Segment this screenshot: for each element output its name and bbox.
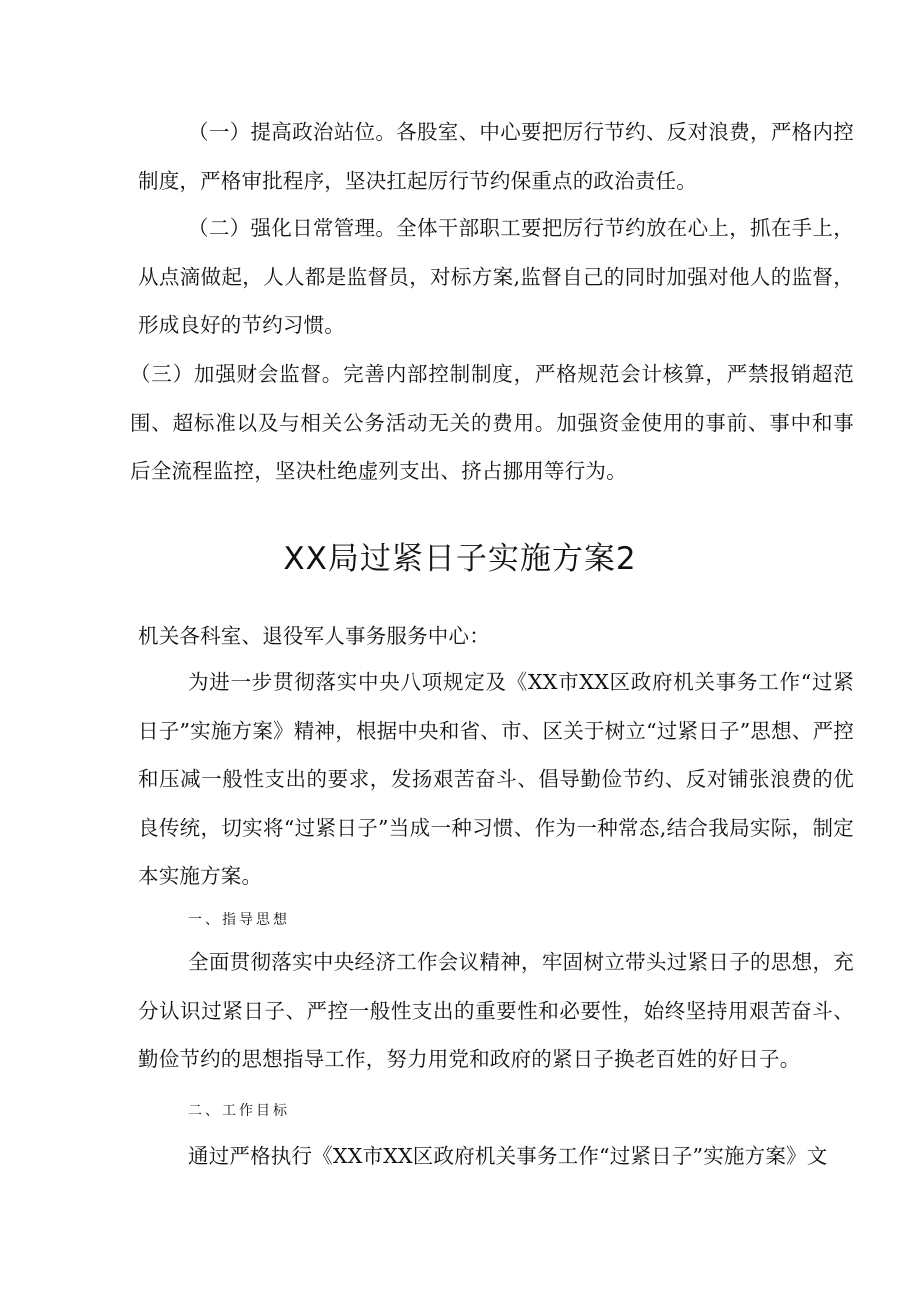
- paragraph-daily-management: （二）强化日常管理。全体干部职工要把厉行节约放在心上，抓在手上，从点滴做起，人人都是监督员，对标方案,监督自己的同时加强对他人的监督，形成良好的节约习惯。: [138, 216, 854, 337]
- paragraph-political-stance: （一）提高政治站位。各股室、中心要把厉行节约、反对浪费，严格内控制度，严格审批程序，坚决扛起厉行节约保重点的政治责任。: [138, 120, 854, 193]
- paragraph-guiding-ideology: 全面贯彻落实中央经济工作会议精神，牢固树立带头过紧日子的思想，充分认识过紧日子、严控一般性支出的重要性和必要性，始终坚持用艰苦奋斗、勤俭节约的思想指导工作，努力用党和政府的紧日子换老百姓的好日子。: [138, 950, 854, 1071]
- paragraph-introduction: 为进一步贯彻落实中央八项规定及《XX市XX区政府机关事务工作“过紧日子”实施方案》精神，根据中央和省、市、区关于树立“过紧日子”思想、严控和压减一般性支出的要求，发扬艰苦奋斗、倡导勤俭节约、反对铺张浪费的优良传统，切实将“过紧日子”当成一种习惯、作为一种常态,结合我局实际，制定本实施方案。: [138, 670, 854, 888]
- document-title: XX局过紧日子实施方案2: [283, 541, 637, 577]
- section-heading-guiding-ideology: 一、指导思想: [188, 912, 290, 928]
- paragraph-finance-supervision: （三）加强财会监督。完善内部控制制度，严格规范会计核算，严禁报销超范围、超标准以及与相关公务活动无关的费用。加强资金使用的事前、事中和事后全流程监控，坚决杜绝虚列支出、挤占挪用等行为。: [130, 362, 854, 483]
- addressee-line: 机关各科室、退役军人事务服务中心：: [138, 624, 490, 648]
- paragraph-work-goals: 通过严格执行《XX市XX区政府机关事务工作“过紧日子”实施方案》文: [188, 1144, 828, 1168]
- section-heading-work-goals: 二、工作目标: [188, 1103, 290, 1119]
